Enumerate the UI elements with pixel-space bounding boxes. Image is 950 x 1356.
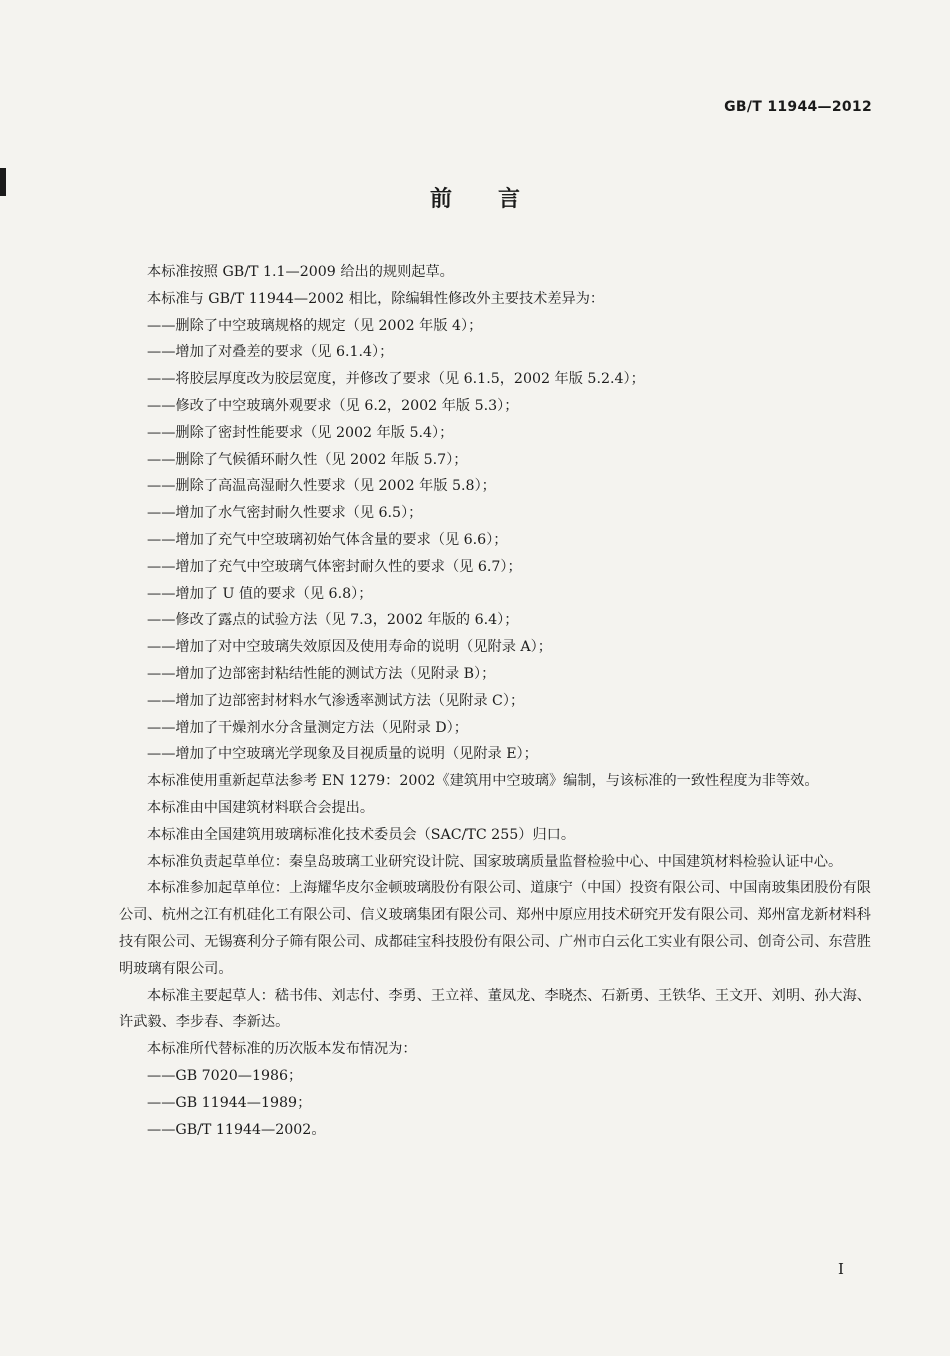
change-item: ——删除了密封性能要求（见 2002 年版 5.4）； (147, 424, 454, 441)
change-item: ——增加了中空玻璃光学现象及目视质量的说明（见附录 E）； (147, 746, 538, 763)
standard-code: GB/T 11944—2012 (724, 99, 872, 115)
change-item: ——删除了气候循环耐久性（见 2002 年版 5.7）； (147, 451, 468, 468)
change-item: ——增加了边部密封粘结性能的测试方法（见附录 B）； (147, 665, 496, 682)
change-item: ——删除了高温高湿耐久性要求（见 2002 年版 5.8）； (147, 478, 496, 495)
change-item: ——删除了中空玻璃规格的规定（见 2002 年版 4）； (147, 317, 483, 334)
foreword-body (119, 259, 871, 1143)
change-item: ——修改了露点的试验方法（见 7.3，2002 年版的 6.4）； (147, 612, 519, 629)
paragraph-participating-drafters: 本标准参加起草单位：上海耀华皮尔金顿玻璃股份有限公司、道康宁（中国）投资有限公司、中国南玻集团股份有限公司、杭州之江有机硅化工有限公司、信义玻璃集团有限公司、郑州中原应用技术研究开发有限公司、郑州富龙新材料科技有限公司、无锡赛利分子筛有限公司、成都硅宝科技股份有限公司、广州市白云化工实业有限公司、创奇公司、东营胜明玻璃有限公司。 (119, 880, 871, 977)
change-item: ——增加了干燥剂水分含量测定方法（见附录 D）； (147, 719, 468, 736)
paragraph-proposed-by: 本标准由中国建筑材料联合会提出。 (147, 799, 375, 816)
paragraph-differences-intro: 本标准与 GB/T 11944—2002 相比，除编辑性修改外主要技术差异为： (147, 290, 605, 307)
previous-version-item: ——GB 11944—1989； (147, 1094, 312, 1111)
change-item: ——修改了中空玻璃外观要求（见 6.2，2002 年版 5.3）； (147, 397, 519, 414)
change-item: ——增加了充气中空玻璃气体密封耐久性的要求（见 6.7）； (147, 558, 522, 575)
change-item: ——增加了充气中空玻璃初始气体含量的要求（见 6.6）； (147, 531, 508, 548)
change-item: ——将胶层厚度改为胶层宽度，并修改了要求（见 6.1.5，2002 年版 5.2.4）； (147, 371, 645, 388)
paragraph-drafting-rules: 本标准按照 GB/T 1.1—2009 给出的规则起草。 (147, 264, 454, 280)
paragraph-reference-standard: 本标准使用重新起草法参考 EN 1279：2002《建筑用中空玻璃》编制，与该标准的一致性程度为非等效。 (147, 773, 819, 790)
paragraph-previous-versions-intro: 本标准所代替标准的历次版本发布情况为： (147, 1041, 417, 1058)
change-item: ——增加了 U 值的要求（见 6.8）； (147, 585, 373, 602)
change-item: ——增加了对中空玻璃失效原因及使用寿命的说明（见附录 A）； (147, 639, 552, 656)
change-item: ——增加了对叠差的要求（见 6.1.4）； (147, 344, 394, 361)
paragraph-lead-drafters: 本标准负责起草单位：秦皇岛玻璃工业研究设计院、国家玻璃质量监督检验中心、中国建筑材料检验认证中心。 (147, 853, 843, 870)
previous-version-item: ——GB 7020—1986； (147, 1067, 303, 1084)
paragraph-administered-by: 本标准由全国建筑用玻璃标准化技术委员会（SAC/TC 255）归口。 (147, 826, 576, 843)
page-title: 前言 (429, 187, 566, 212)
change-item: ——增加了边部密封材料水气渗透率测试方法（见附录 C）； (147, 692, 525, 709)
page-number: I (838, 1260, 844, 1278)
change-item: ——增加了水气密封耐久性要求（见 6.5）； (147, 505, 423, 522)
paragraph-main-drafters: 本标准主要起草人：嵇书伟、刘志付、李勇、王立祥、董凤龙、李晓杰、石新勇、王铁华、王文开、刘明、孙大海、许武毅、李步春、李新达。 (119, 987, 871, 1031)
previous-version-item: ——GB/T 11944—2002。 (147, 1121, 326, 1138)
